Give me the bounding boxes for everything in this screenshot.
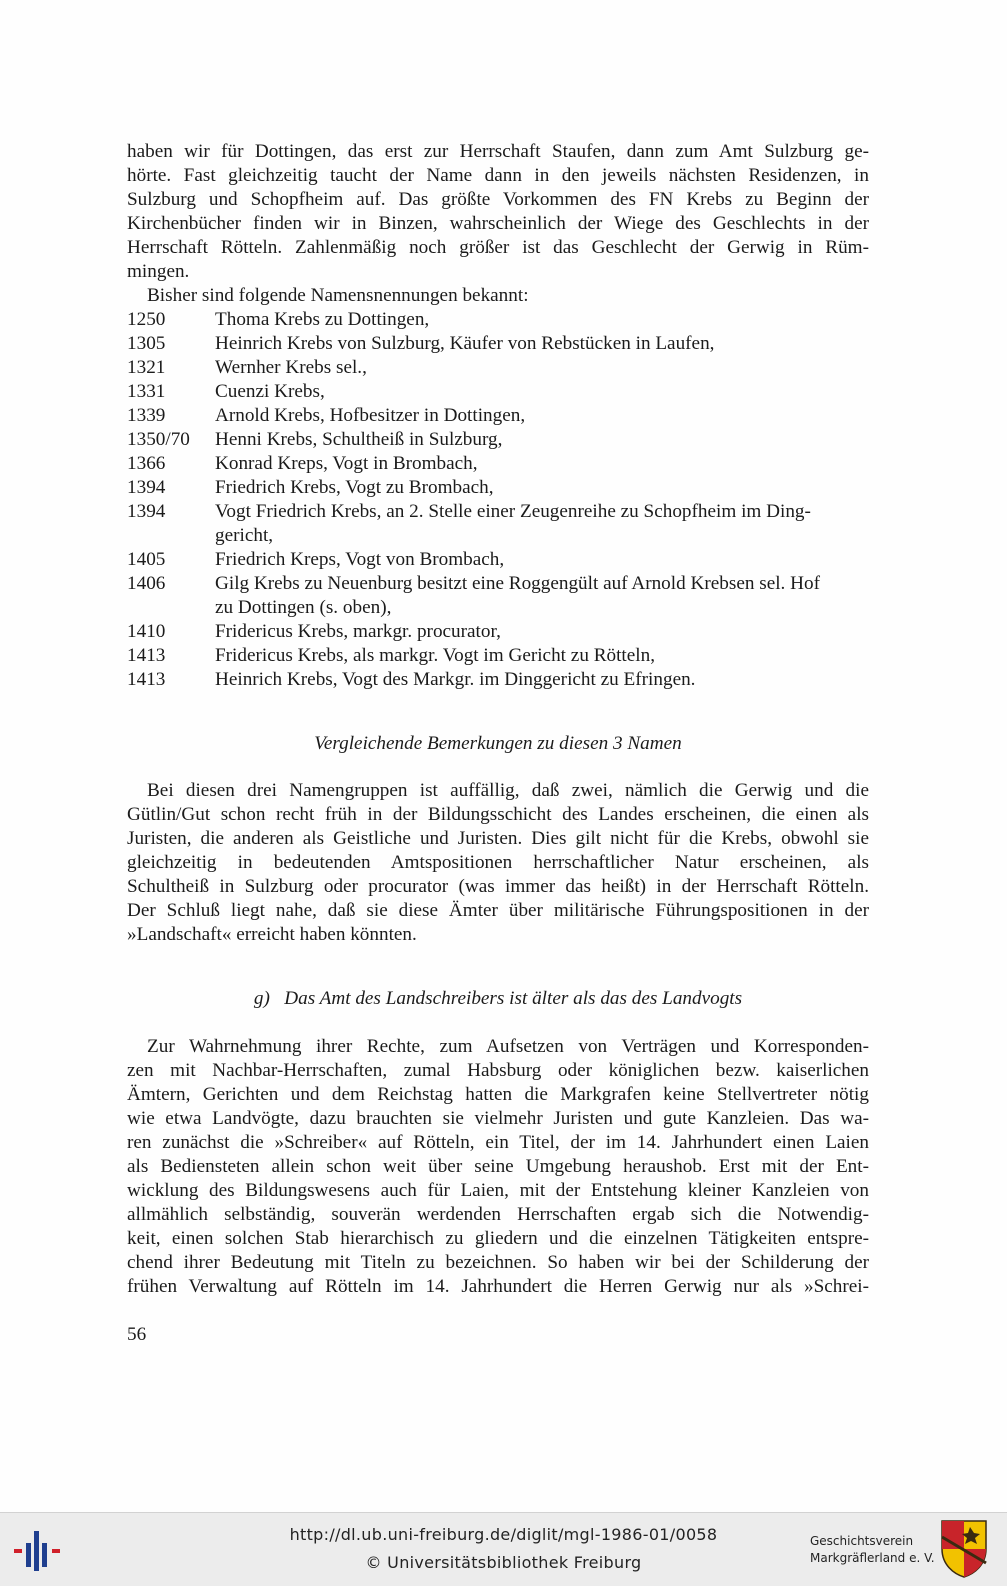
list-item — [127, 380, 869, 404]
list-intro: Bisher sind folgende Namensnennungen bekannt: — [147, 285, 529, 306]
entry-text: Thoma Krebs zu Dottingen, — [215, 309, 430, 330]
list-item — [127, 620, 869, 644]
list-item — [127, 500, 869, 548]
text-line: mingen. — [127, 261, 190, 282]
text-line: Zur Wahrnehmung ihrer Rechte, zum Aufsetzen von Verträgen und Korresponden- — [147, 1036, 869, 1057]
list-item — [127, 452, 869, 476]
page-number: 56 — [127, 1324, 147, 1345]
list-item — [127, 356, 869, 380]
entry-text: Konrad Kreps, Vogt in Brombach, — [215, 453, 478, 474]
entry-year: 1413 — [127, 645, 166, 666]
source-url-link[interactable]: http://dl.ub.uni-freiburg.de/diglit/mgl-1986-01/0058 — [289, 1525, 718, 1544]
section-heading: Vergleichende Bemerkungen zu diesen 3 Namen — [314, 733, 682, 754]
text-line: wie etwa Landvögte, dazu brauchten sie vielmehr Juristen und gute Kanzleien. Das wa- — [127, 1108, 869, 1129]
society-line: Markgräflerland e. V. — [810, 1551, 935, 1565]
entry-year: 1339 — [127, 405, 166, 426]
list-item — [127, 548, 869, 572]
entry-text-wrap — [215, 572, 875, 620]
entry-text: Henni Krebs, Schultheiß in Sulzburg, — [215, 429, 503, 450]
footer-bar — [0, 1512, 1007, 1586]
text-line: Sulzburg und Schopfheim auf. Das größte Vorkommen des FN Krebs zu Beginn der — [127, 189, 869, 210]
text-line: Gütlin/Gut schon recht früh in der Bildungsschicht des Landes erscheinen, die einen als — [127, 804, 869, 825]
entry-year: 1331 — [127, 381, 166, 402]
entry-text: Fridericus Krebs, als markgr. Vogt im Gericht zu Rötteln, — [215, 645, 655, 666]
text-line: Juristen, die anderen als Geistliche und Juristen. Dies gilt nicht für die Krebs, obwohl sie — [127, 828, 869, 849]
copyright-notice: © Universitätsbibliothek Freiburg — [365, 1553, 642, 1572]
entry-year: 1413 — [127, 669, 166, 690]
entry-text: Fridericus Krebs, markgr. procurator, — [215, 621, 501, 642]
entry-year: 1394 — [127, 501, 166, 522]
list-item — [127, 404, 869, 428]
list-item — [127, 644, 869, 668]
text-line: Bei diesen drei Namengruppen ist auffällig, daß zwei, nämlich die Gerwig und die — [147, 780, 869, 801]
list-item — [127, 572, 869, 620]
paragraph-comparison — [127, 779, 869, 947]
entry-text-continued: gericht, — [215, 525, 274, 546]
entry-year: 1405 — [127, 549, 166, 570]
text-line: Ämtern, Gerichten und dem Reichstag hatten die Markgrafen keine Stellvertreter nötig — [127, 1084, 869, 1105]
text-line: zen mit Nachbar-Herrschaften, zumal Habsburg oder königlichen bezw. kaiserlichen — [127, 1060, 869, 1081]
entry-text: Wernher Krebs sel., — [215, 357, 367, 378]
entry-text-wrap — [215, 500, 875, 548]
text-line: haben wir für Dottingen, das erst zur Herrschaft Staufen, dann zum Amt Sulzburg ge- — [127, 141, 869, 162]
entry-year: 1366 — [127, 453, 166, 474]
text-line: wicklung des Bildungswesens auch für Laien, mit der Entstehung kleiner Kanzleien von — [127, 1180, 869, 1201]
entry-year: 1321 — [127, 357, 166, 378]
entry-year: 1410 — [127, 621, 166, 642]
entry-text: Friedrich Kreps, Vogt von Brombach, — [215, 549, 505, 570]
text-line: Der Schluß liegt nahe, daß sie diese Ämter über militärische Führungspositionen in der — [127, 900, 869, 921]
entry-text: Arnold Krebs, Hofbesitzer in Dottingen, — [215, 405, 526, 426]
entry-year: 1406 — [127, 573, 166, 594]
text-line: Kirchenbücher finden wir in Binzen, wahrscheinlich der Wiege des Geschlechts in der — [127, 213, 869, 234]
society-name — [810, 1533, 935, 1567]
paragraph-intro — [127, 140, 869, 284]
text-line: »Landschaft« erreicht haben könnten. — [127, 924, 417, 945]
entry-year: 1305 — [127, 333, 166, 354]
entry-text: Heinrich Krebs, Vogt des Markgr. im Dinggericht zu Efringen. — [215, 669, 696, 690]
list-item — [127, 428, 869, 452]
text-line: gleichzeitig in bedeutenden Amtspositionen herrschaftlicher Natur erscheinen, als — [127, 852, 869, 873]
coat-of-arms-icon — [940, 1519, 988, 1579]
list-item — [127, 668, 869, 692]
entry-text: Heinrich Krebs von Sulzburg, Käufer von Rebstücken in Laufen, — [215, 333, 715, 354]
text-line: Schultheiß in Sulzburg oder procurator (was immer das heißt) in der Herrschaft Rötteln. — [127, 876, 869, 897]
entry-year: 1250 — [127, 309, 166, 330]
entry-text: Vogt Friedrich Krebs, an 2. Stelle einer Zeugenreihe zu Schopfheim im Ding- — [215, 501, 811, 522]
list-item — [127, 308, 869, 332]
name-list — [127, 284, 869, 692]
text-line: chend ihrer Bedeutung mit Titeln zu bezeichnen. So haben wir bei der Schilderung der — [127, 1252, 869, 1273]
text-line: hörte. Fast gleichzeitig taucht der Name dann in den jeweils nächsten Residenzen, in — [127, 165, 869, 186]
society-line: Geschichtsverein — [810, 1534, 914, 1548]
paragraph-landschreiber — [127, 1035, 869, 1299]
entry-text: Gilg Krebs zu Neuenburg besitzt eine Roggengült auf Arnold Krebsen sel. Hof — [215, 573, 820, 594]
text-line: allmählich selbständig, souverän werdenden Herrschaften ergab sich die Notwendig- — [127, 1204, 869, 1225]
text-line: ren zunächst die »Schreiber« auf Rötteln, ein Titel, der im 14. Jahrhundert einen Laien — [127, 1132, 869, 1153]
text-line: Herrschaft Rötteln. Zahlenmäßig noch größer ist das Geschlecht der Gerwig in Rüm- — [127, 237, 869, 258]
entry-text: Cuenzi Krebs, — [215, 381, 325, 402]
text-line: als Bediensteten allein schon weit über seine Umgebung heraushob. Erst mit der Ent- — [127, 1156, 869, 1177]
section-heading: g) Das Amt des Landschreibers ist älter als das des Landvogts — [253, 988, 743, 1009]
list-item — [127, 332, 869, 356]
entry-text: Friedrich Krebs, Vogt zu Brombach, — [215, 477, 494, 498]
entry-text-continued: zu Dottingen (s. oben), — [215, 597, 392, 618]
entry-year: 1394 — [127, 477, 166, 498]
text-line: keit, einen solchen Stab hierarchisch zu gliedern und die einzelnen Tätigkeiten entspre- — [127, 1228, 869, 1249]
list-item — [127, 476, 869, 500]
text-line: frühen Verwaltung auf Rötteln im 14. Jahrhundert die Herren Gerwig nur als »Schrei- — [127, 1276, 869, 1297]
entry-year: 1350/70 — [127, 429, 190, 450]
